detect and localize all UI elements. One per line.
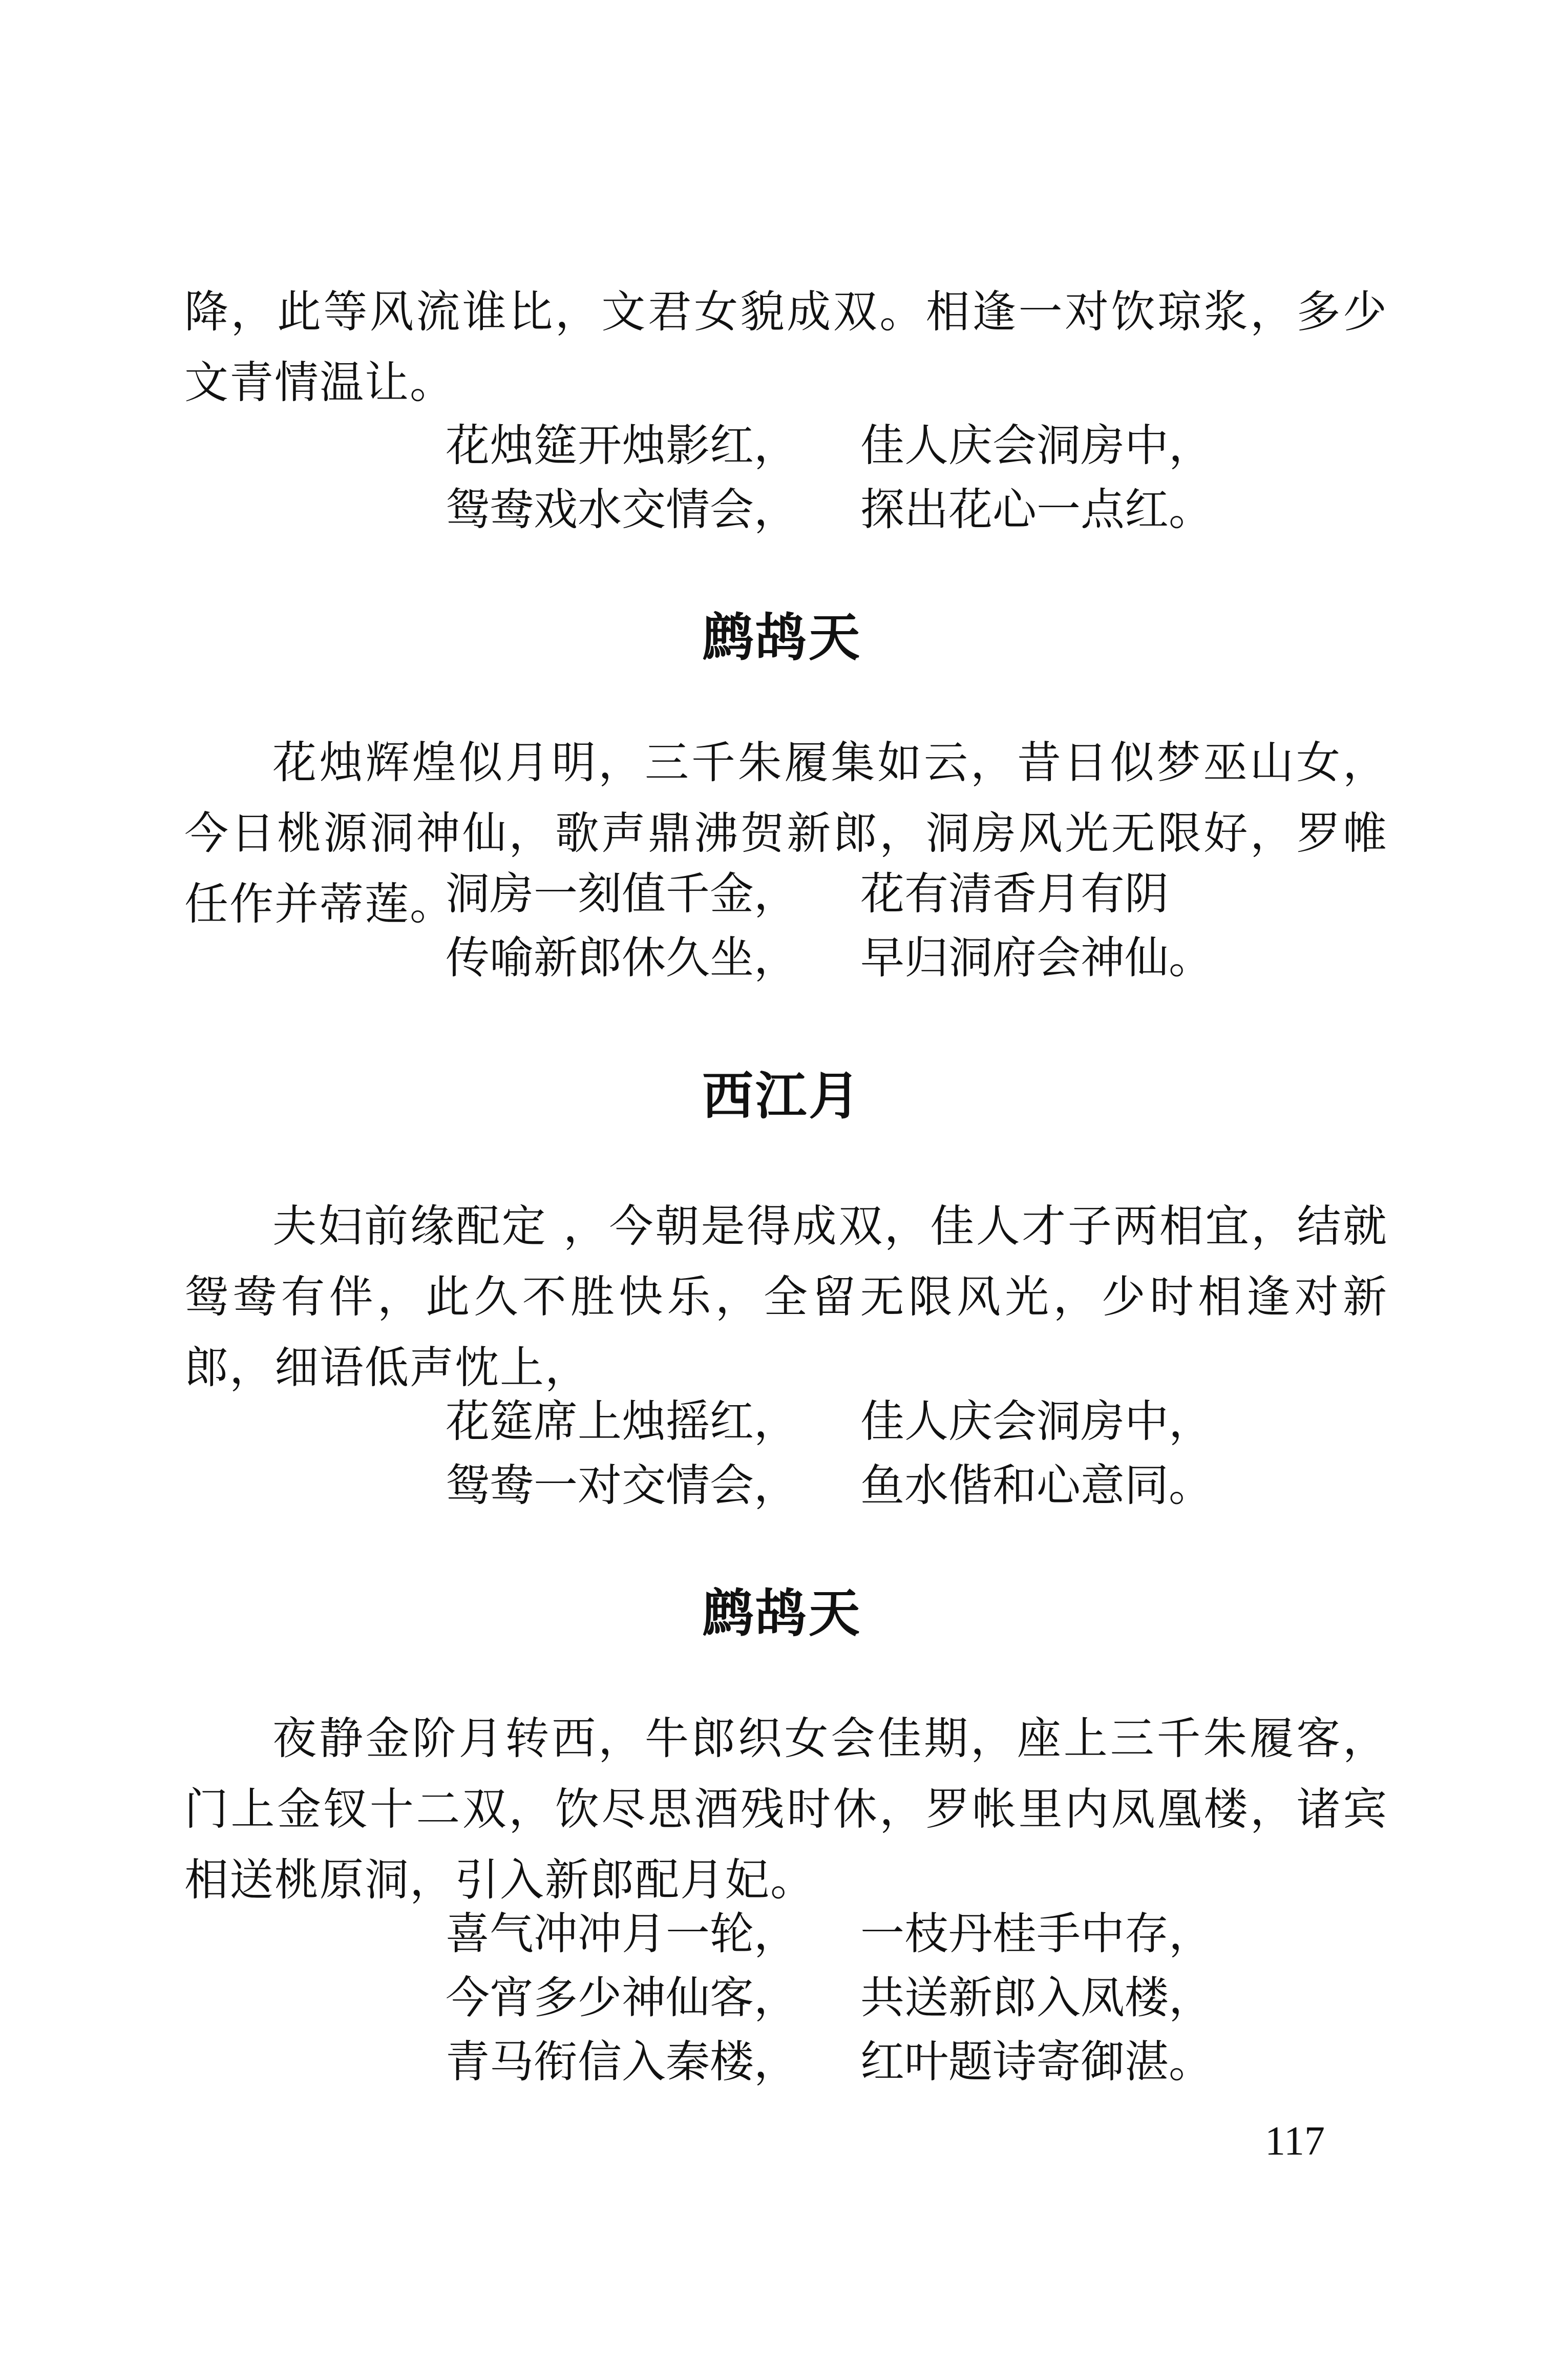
section-paragraph: 夜静金阶月转西，牛郎织女会佳期，座上三千朱履客，门上金钗十二双，饮尽思酒残时休，罗帐里内凤凰楼，诸宾相送桃原洞，引入新郎配月妃。 xyxy=(184,1713,1388,1906)
verse-line-right: 一枝丹桂手中存， xyxy=(860,1908,1213,1959)
section-heading: 西江月 xyxy=(702,1066,862,1126)
verse-line-right: 红叶题诗寄御湛。 xyxy=(860,2036,1213,2087)
verse-line-right: 鱼水偕和心意同。 xyxy=(860,1460,1213,1511)
verse-line-right: 佳人庆会洞房中， xyxy=(860,1396,1213,1447)
verse-line-left: 喜气冲冲月一轮， xyxy=(446,1908,798,1959)
continuation-paragraph: 降，此等风流谁比，文君女貌成双。相逢一对饮琼浆，多少文青情温让。 xyxy=(184,286,1388,408)
section-heading: 鹧鸪天 xyxy=(702,608,862,667)
section-heading: 鹧鸪天 xyxy=(702,1583,862,1643)
verse-line-right: 花有清香月有阴 xyxy=(860,868,1169,920)
verse-line-left: 花烛筵开烛影红， xyxy=(446,420,798,471)
page-number: 117 xyxy=(1265,2119,1325,2164)
verse-line-left: 鸳鸯一对交情会， xyxy=(446,1460,798,1511)
verse-line-right: 早归洞府会神仙。 xyxy=(860,932,1213,984)
section-paragraph: 夫妇前缘配定 ，今朝是得成双，佳人才子两相宜，结就鸳鸯有伴，此久不胜快乐，全留无限风光，少时相逢对新郎，细语低声忱上， xyxy=(184,1201,1388,1393)
verse-line-left: 洞房一刻值千金， xyxy=(446,868,798,920)
verse-line-right: 探出花心一点红。 xyxy=(860,484,1213,535)
verse-line-left: 花筵席上烛摇红， xyxy=(446,1396,798,1447)
verse-line-right: 佳人庆会洞房中， xyxy=(860,420,1213,471)
verse-line-right: 共送新郎入凤楼， xyxy=(860,1972,1213,2023)
verse-line-left: 今宵多少神仙客， xyxy=(446,1972,798,2023)
section-paragraph: 花烛辉煌似月明，三千朱履集如云，昔日似梦巫山女，今日桃源洞神仙，歌声鼎沸贺新郎，洞房风光无限好，罗帷任作并蒂莲。 xyxy=(184,737,1388,930)
verse-line-left: 青马衔信入秦楼， xyxy=(446,2036,798,2087)
verse-line-left: 鸳鸯戏水交情会， xyxy=(446,484,798,535)
verse-line-left: 传喻新郎休久坐， xyxy=(446,932,798,984)
